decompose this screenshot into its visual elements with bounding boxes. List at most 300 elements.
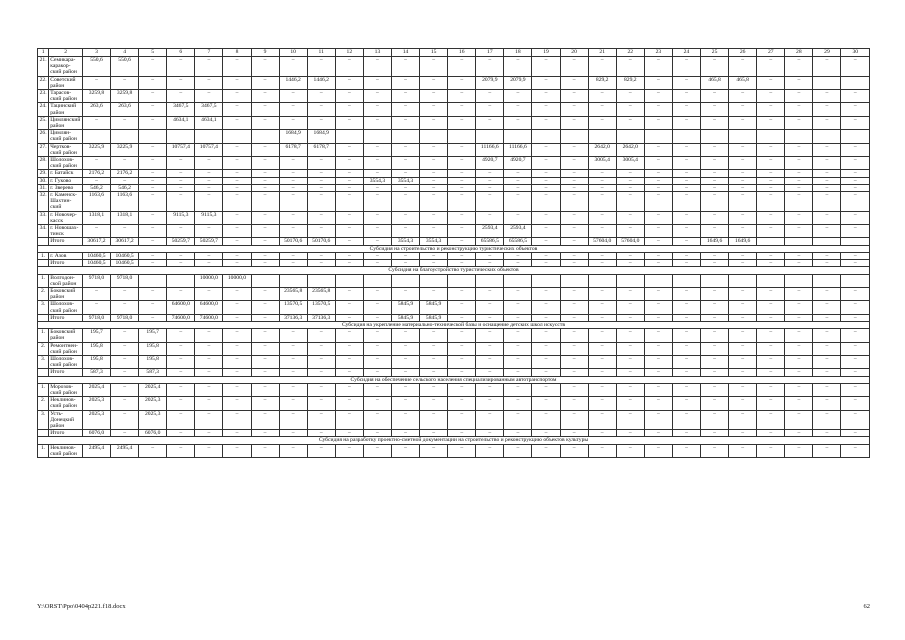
value-cell: – — [729, 170, 757, 177]
value-cell: – — [785, 430, 813, 437]
value-cell: – — [391, 116, 419, 129]
value-cell: – — [729, 410, 757, 430]
value-cell: 6076,0 — [82, 430, 110, 437]
value-cell — [476, 274, 504, 287]
municipality-name: Боковский район — [49, 329, 83, 342]
value-cell: – — [391, 90, 419, 103]
municipality-name: Неклинов-ский район — [49, 397, 83, 410]
value-cell: – — [616, 90, 644, 103]
value-cell: – — [560, 301, 588, 314]
value-cell: – — [560, 116, 588, 129]
table-row — [38, 116, 870, 129]
value-cell: – — [729, 177, 757, 184]
value-cell: – — [279, 57, 307, 77]
value-cell: – — [532, 192, 560, 212]
value-cell: – — [588, 260, 616, 267]
value-cell: – — [560, 192, 588, 212]
value-cell: – — [391, 369, 419, 376]
value-cell — [448, 274, 476, 287]
value-cell: – — [841, 177, 870, 184]
value-cell: – — [223, 192, 251, 212]
value-cell: – — [644, 430, 672, 437]
value-cell: – — [335, 252, 363, 259]
value-cell: – — [532, 355, 560, 368]
value-cell: – — [757, 397, 785, 410]
value-cell: – — [504, 252, 532, 259]
value-cell: – — [644, 397, 672, 410]
value-cell: – — [139, 184, 167, 191]
value-cell: – — [729, 157, 757, 170]
value-cell: – — [841, 184, 870, 191]
value-cell: – — [195, 192, 223, 212]
value-cell: – — [448, 383, 476, 396]
value-cell: – — [167, 90, 195, 103]
value-cell: – — [841, 192, 870, 212]
value-cell: – — [532, 252, 560, 259]
value-cell: 5845,9 — [391, 301, 419, 314]
value-cell: – — [560, 342, 588, 355]
value-cell: – — [335, 355, 363, 368]
value-cell: – — [476, 430, 504, 437]
value-cell: – — [476, 355, 504, 368]
value-cell: – — [195, 76, 223, 89]
value-cell: – — [532, 177, 560, 184]
row-number: 2. — [38, 397, 49, 410]
value-cell: – — [532, 397, 560, 410]
value-cell — [363, 274, 391, 287]
value-cell: – — [363, 225, 391, 238]
value-cell: – — [448, 177, 476, 184]
value-cell: – — [167, 170, 195, 177]
value-cell: 13570,5 — [307, 301, 335, 314]
value-cell: – — [476, 397, 504, 410]
value-cell: – — [841, 397, 870, 410]
total-row — [38, 314, 870, 321]
municipality-name: Шолохов-ский район — [49, 157, 83, 170]
value-cell: 3005,4 — [588, 157, 616, 170]
value-cell: 50259,7 — [167, 238, 195, 245]
value-cell: – — [448, 301, 476, 314]
value-cell: – — [841, 314, 870, 321]
value-cell: – — [448, 184, 476, 191]
row-number: 3. — [38, 301, 49, 314]
value-cell: – — [307, 177, 335, 184]
value-cell: – — [588, 369, 616, 376]
value-cell: 3554,3 — [363, 177, 391, 184]
value-cell: – — [251, 369, 279, 376]
value-cell: – — [560, 211, 588, 224]
value-cell: – — [757, 192, 785, 212]
value-cell: – — [223, 329, 251, 342]
value-cell: – — [841, 287, 870, 300]
value-cell: 10757,4 — [167, 143, 195, 156]
table-row — [38, 76, 870, 89]
municipality-name: Итого — [49, 314, 83, 321]
value-cell: 4920,7 — [476, 157, 504, 170]
value-cell: – — [560, 383, 588, 396]
value-cell: – — [251, 287, 279, 300]
value-cell: – — [251, 90, 279, 103]
value-cell: – — [729, 397, 757, 410]
value-cell: – — [167, 430, 195, 437]
value-cell: – — [223, 225, 251, 238]
value-cell: – — [279, 410, 307, 430]
value-cell: 50170,6 — [279, 238, 307, 245]
value-cell: 9718,0 — [111, 274, 139, 287]
total-row — [38, 238, 870, 245]
value-cell: – — [195, 184, 223, 191]
municipality-name: Цимлянский район — [49, 116, 83, 129]
value-cell: – — [195, 329, 223, 342]
value-cell: – — [448, 430, 476, 437]
value-cell: 74600,0 — [195, 314, 223, 321]
value-cell: – — [335, 184, 363, 191]
municipality-name: Чертков-ский район — [49, 143, 83, 156]
value-cell: – — [335, 329, 363, 342]
value-cell: – — [672, 260, 700, 267]
value-cell: 11166,6 — [504, 143, 532, 156]
value-cell: – — [588, 116, 616, 129]
value-cell: – — [532, 211, 560, 224]
value-cell: – — [504, 192, 532, 212]
column-number-cell: 20 — [560, 49, 588, 57]
value-cell: – — [335, 260, 363, 267]
value-cell: 23565,8 — [307, 287, 335, 300]
value-cell: – — [588, 383, 616, 396]
value-cell: – — [476, 444, 504, 457]
value-cell: – — [448, 157, 476, 170]
municipality-name: Волгодон-ской район — [49, 274, 83, 287]
value-cell: 2642,0 — [588, 143, 616, 156]
value-cell — [841, 130, 870, 143]
value-cell: 1649,6 — [729, 238, 757, 245]
value-cell: – — [616, 397, 644, 410]
value-cell: – — [701, 103, 729, 116]
value-cell: – — [223, 184, 251, 191]
value-cell: – — [729, 116, 757, 129]
table-row — [38, 410, 870, 430]
value-cell: – — [813, 211, 841, 224]
value-cell: – — [560, 57, 588, 77]
value-cell: – — [644, 355, 672, 368]
value-cell: – — [420, 329, 448, 342]
value-cell: – — [363, 342, 391, 355]
value-cell: – — [335, 238, 363, 245]
value-cell: – — [672, 383, 700, 396]
value-cell: – — [391, 157, 419, 170]
value-cell: 195,8 — [139, 342, 167, 355]
value-cell: – — [420, 444, 448, 457]
value-cell: 263,6 — [82, 103, 110, 116]
value-cell: – — [391, 329, 419, 342]
value-cell: 9115,3 — [167, 211, 195, 224]
value-cell: – — [560, 184, 588, 191]
value-cell: – — [307, 342, 335, 355]
value-cell: 5845,9 — [420, 314, 448, 321]
value-cell: 4634,1 — [195, 116, 223, 129]
value-cell: – — [616, 260, 644, 267]
row-number: 21. — [38, 57, 49, 77]
value-cell: – — [391, 76, 419, 89]
value-cell: – — [813, 184, 841, 191]
value-cell: – — [616, 430, 644, 437]
value-cell: – — [504, 355, 532, 368]
value-cell: – — [448, 329, 476, 342]
value-cell: – — [420, 157, 448, 170]
value-cell: – — [504, 397, 532, 410]
value-cell — [167, 130, 195, 143]
value-cell: – — [391, 184, 419, 191]
row-number — [38, 260, 49, 267]
value-cell — [616, 274, 644, 287]
value-cell: – — [757, 260, 785, 267]
section-heading-row — [38, 245, 870, 252]
document-table-area — [37, 48, 870, 458]
value-cell: – — [757, 103, 785, 116]
value-cell: 65586,5 — [476, 238, 504, 245]
value-cell: 9718,0 — [82, 274, 110, 287]
value-cell: – — [448, 260, 476, 267]
value-cell: – — [560, 287, 588, 300]
column-number-cell: 10 — [279, 49, 307, 57]
value-cell: – — [251, 410, 279, 430]
value-cell: – — [532, 444, 560, 457]
value-cell: – — [251, 355, 279, 368]
value-cell: – — [279, 430, 307, 437]
value-cell: – — [363, 192, 391, 212]
section-heading: Субсидия на укрепление материально-технической базы и оснащение детских школ искусств — [38, 321, 870, 328]
value-cell: – — [672, 103, 700, 116]
value-cell: – — [420, 397, 448, 410]
value-cell — [251, 130, 279, 143]
value-cell: – — [420, 103, 448, 116]
value-cell: – — [588, 103, 616, 116]
value-cell: – — [729, 184, 757, 191]
value-cell: – — [616, 103, 644, 116]
value-cell: – — [841, 225, 870, 238]
value-cell: – — [167, 184, 195, 191]
value-cell: – — [448, 143, 476, 156]
value-cell: – — [307, 170, 335, 177]
value-cell: – — [560, 103, 588, 116]
value-cell: – — [644, 238, 672, 245]
value-cell: – — [167, 397, 195, 410]
value-cell: – — [279, 369, 307, 376]
column-number-cell: 3 — [82, 49, 110, 57]
column-number-cell: 18 — [504, 49, 532, 57]
value-cell: – — [111, 369, 139, 376]
value-cell: 10460,5 — [82, 260, 110, 267]
value-cell — [139, 130, 167, 143]
value-cell: 37136,3 — [279, 314, 307, 321]
value-cell: – — [167, 410, 195, 430]
value-cell: – — [532, 287, 560, 300]
value-cell: – — [307, 397, 335, 410]
value-cell: – — [841, 355, 870, 368]
value-cell: – — [476, 383, 504, 396]
value-cell — [785, 238, 813, 245]
value-cell: – — [560, 170, 588, 177]
value-cell: – — [729, 211, 757, 224]
value-cell: – — [841, 90, 870, 103]
value-cell: – — [504, 184, 532, 191]
value-cell: – — [588, 252, 616, 259]
subsidy-table — [37, 48, 870, 458]
table-row — [38, 90, 870, 103]
value-cell: – — [391, 260, 419, 267]
value-cell: – — [785, 252, 813, 259]
value-cell — [672, 274, 700, 287]
value-cell: – — [335, 301, 363, 314]
value-cell: – — [560, 314, 588, 321]
value-cell: – — [391, 103, 419, 116]
value-cell: 1649,6 — [701, 238, 729, 245]
value-cell: – — [139, 252, 167, 259]
value-cell — [644, 130, 672, 143]
value-cell: – — [251, 444, 279, 457]
value-cell: – — [420, 287, 448, 300]
value-cell: – — [251, 170, 279, 177]
value-cell: – — [420, 355, 448, 368]
row-number — [38, 238, 49, 245]
value-cell: – — [279, 211, 307, 224]
value-cell: – — [757, 369, 785, 376]
column-number-cell: 11 — [307, 49, 335, 57]
value-cell: – — [672, 301, 700, 314]
column-number-cell: 14 — [391, 49, 419, 57]
value-cell: – — [644, 57, 672, 77]
value-cell: – — [560, 76, 588, 89]
value-cell: – — [363, 301, 391, 314]
value-cell: 2025,3 — [139, 397, 167, 410]
value-cell: – — [757, 287, 785, 300]
value-cell — [757, 130, 785, 143]
value-cell: – — [363, 383, 391, 396]
value-cell: – — [729, 430, 757, 437]
value-cell: – — [757, 355, 785, 368]
value-cell: – — [785, 76, 813, 89]
value-cell: 10000,0 — [223, 274, 251, 287]
value-cell: – — [335, 192, 363, 212]
section-heading: Субсидия на обеспечение сельского населения специализированным автотранспортом — [38, 376, 870, 383]
value-cell: 9115,3 — [195, 211, 223, 224]
value-cell: – — [588, 444, 616, 457]
value-cell: 64600,0 — [195, 301, 223, 314]
column-number-cell: 15 — [420, 49, 448, 57]
value-cell: – — [307, 90, 335, 103]
value-cell: – — [560, 238, 588, 245]
value-cell: – — [307, 383, 335, 396]
value-cell: – — [813, 383, 841, 396]
value-cell — [504, 274, 532, 287]
value-cell: – — [363, 143, 391, 156]
value-cell: – — [504, 410, 532, 430]
value-cell — [813, 274, 841, 287]
municipality-name: Морозов-ский район — [49, 383, 83, 396]
value-cell: – — [223, 369, 251, 376]
value-cell: – — [476, 103, 504, 116]
municipality-name: Ремонтнен-ский район — [49, 342, 83, 355]
value-cell — [307, 274, 335, 287]
value-cell: 3005,4 — [616, 157, 644, 170]
row-number: 30. — [38, 177, 49, 184]
value-cell: 2025,3 — [82, 397, 110, 410]
value-cell: – — [111, 329, 139, 342]
value-cell: – — [111, 430, 139, 437]
value-cell: – — [504, 170, 532, 177]
value-cell: 587,3 — [82, 369, 110, 376]
table-row — [38, 342, 870, 355]
value-cell: – — [448, 225, 476, 238]
row-number: 2. — [38, 342, 49, 355]
value-cell: 30617,2 — [82, 238, 110, 245]
value-cell: 465,8 — [701, 76, 729, 89]
row-number: 3. — [38, 355, 49, 368]
value-cell: – — [251, 143, 279, 156]
table-row — [38, 192, 870, 212]
value-cell: 3225,9 — [82, 143, 110, 156]
value-cell: – — [251, 225, 279, 238]
column-number-cell: 19 — [532, 49, 560, 57]
value-cell — [391, 130, 419, 143]
value-cell: – — [785, 192, 813, 212]
value-cell: – — [616, 369, 644, 376]
value-cell — [560, 274, 588, 287]
table-row — [38, 225, 870, 238]
value-cell: – — [672, 252, 700, 259]
value-cell: – — [813, 430, 841, 437]
row-number: 32. — [38, 192, 49, 212]
value-cell: – — [616, 329, 644, 342]
value-cell: – — [504, 211, 532, 224]
value-cell: – — [167, 329, 195, 342]
value-cell: – — [701, 287, 729, 300]
value-cell: – — [335, 430, 363, 437]
value-cell: – — [251, 57, 279, 77]
value-cell: – — [672, 192, 700, 212]
value-cell: – — [139, 444, 167, 457]
value-cell: – — [785, 103, 813, 116]
value-cell: – — [335, 369, 363, 376]
value-cell: – — [111, 116, 139, 129]
value-cell: – — [644, 103, 672, 116]
value-cell: – — [701, 143, 729, 156]
value-cell: – — [307, 184, 335, 191]
value-cell: – — [111, 342, 139, 355]
row-number: 31. — [38, 184, 49, 191]
value-cell: – — [616, 184, 644, 191]
value-cell — [532, 130, 560, 143]
value-cell — [813, 238, 841, 245]
value-cell: – — [363, 314, 391, 321]
value-cell: – — [729, 90, 757, 103]
row-number: 28. — [38, 157, 49, 170]
value-cell: – — [251, 116, 279, 129]
value-cell: 2079,9 — [504, 76, 532, 89]
value-cell: – — [167, 252, 195, 259]
value-cell: – — [279, 355, 307, 368]
value-cell: – — [448, 355, 476, 368]
value-cell: – — [223, 397, 251, 410]
value-cell: – — [279, 342, 307, 355]
value-cell: – — [420, 369, 448, 376]
value-cell: – — [813, 225, 841, 238]
value-cell: – — [391, 397, 419, 410]
value-cell: – — [307, 116, 335, 129]
value-cell: – — [448, 170, 476, 177]
table-row — [38, 444, 870, 457]
value-cell: – — [223, 260, 251, 267]
